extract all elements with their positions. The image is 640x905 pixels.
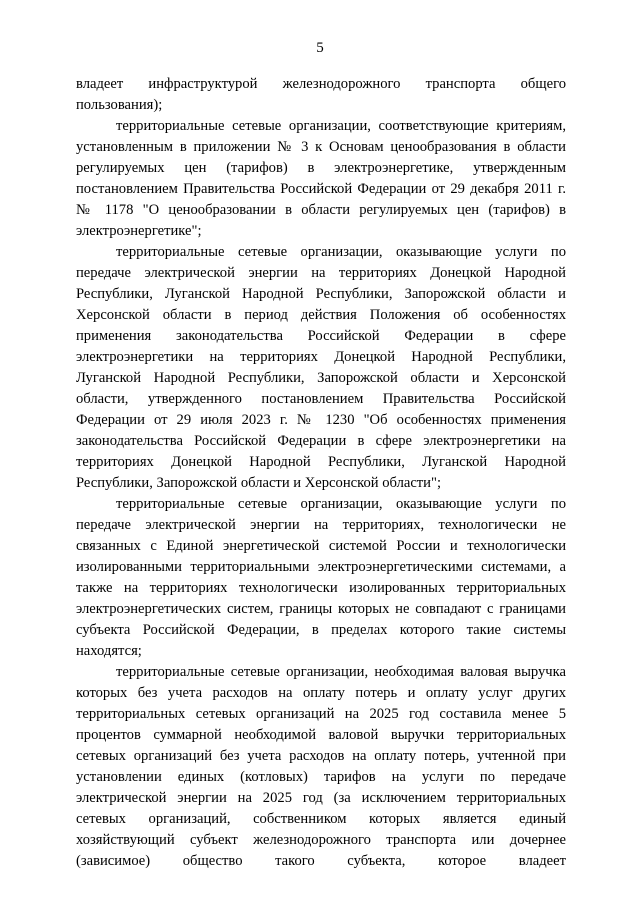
paragraph-continuation: владеет инфраструктурой железнодорожного транспорта общего пользования); (76, 76, 566, 113)
paragraph-item: территориальные сетевые организации, оказывающие услуги по передаче электрической энергии на территориях Донецкой Народной Республики, Луганской Народной Республики, Запорожской области и Херсонской области в период действия Положения об особенностях применения законодательства Российской Федерации в сфере электроэнергетики на территориях Донецкой Народной Республики, Луганской Народной Республики, Запорожской области и Херсонской области, утвержденного постановлением Правительства Российской Федерации от 29 июля 2023 г. № 1230 "Об особенностях применения законодательства Российской Федерации в сфере электроэнергетики на территориях Донецкой Народной Республики, Луганской Народной Республики, Запорожской области и Херсонской области"; (76, 244, 566, 491)
paragraph-item: территориальные сетевые организации, соответствующие критериям, установленным в приложении № 3 к Основам ценообразования в области регулируемых цен (тарифов) в электроэнергетике, утвержденным постановлением Правительства Российской Федерации от 29 декабря 2011 г. № 1178 "О ценообразовании в области регулируемых цен (тарифов) в электроэнергетике"; (76, 118, 566, 239)
document-body (76, 74, 566, 872)
page-number: 5 (316, 40, 324, 56)
paragraph-item: территориальные сетевые организации, оказывающие услуги по передаче электрической энергии на территориях, технологически не связанных с Единой энергетической системой России и технологически изолированными территориальными электроэнергетическими системами, а также на территориях технологически изолированных территориальных электроэнергетических систем, границы которых не совпадают с границами субъекта Российской Федерации, в пределах которого такие системы находятся; (76, 496, 566, 659)
paragraph-item: территориальные сетевые организации, необходимая валовая выручка которых без учета расходов на оплату потерь и оплату услуг других территориальных сетевых организаций на 2025 год составила менее 5 процентов суммарной необходимой валовой выручки территориальных сетевых организаций без учета расходов на оплату потерь, учтенной при установлении единых (котловых) тарифов на услуги по передаче электрической энергии на 2025 год (за исключением территориальных сетевых организаций, собственником которых является единый хозяйствующий субъект железнодорожного транспорта или дочернее (зависимое) общество такого субъекта, которое владеет (76, 664, 566, 869)
